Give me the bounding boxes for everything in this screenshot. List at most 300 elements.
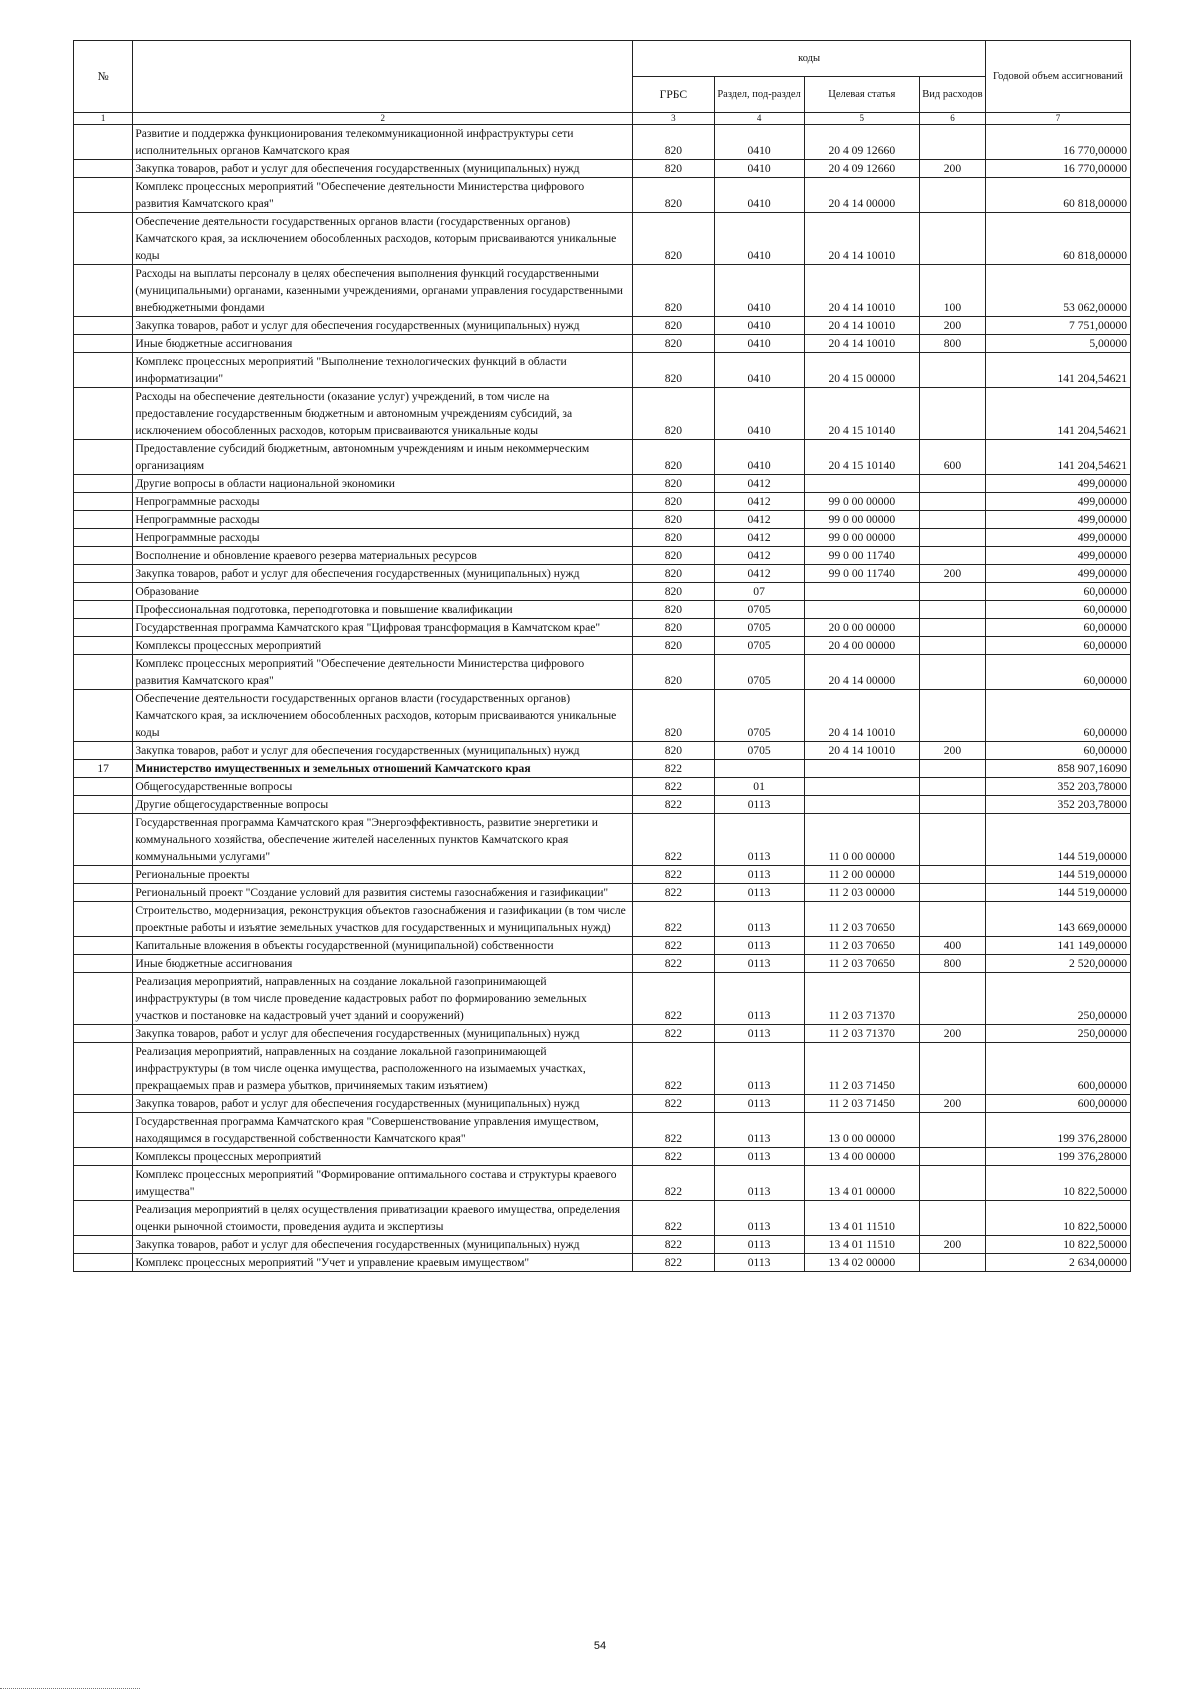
table-row [74,690,1131,742]
cell-number [74,902,133,937]
cell-number [74,178,133,213]
cell-number [74,937,133,955]
cell-number [74,1043,133,1095]
cell-section: 0412 [714,547,804,565]
table-row [74,1236,1131,1254]
cell-section [714,760,804,778]
cell-expense-type [919,1166,985,1201]
cell-number [74,1166,133,1201]
cell-target: 20 0 00 00000 [804,619,919,637]
table-row [74,493,1131,511]
cell-name: Другие вопросы в области национальной экономики [133,475,633,493]
cell-name: Министерство имущественных и земельных отношений Камчатского края [133,760,633,778]
cell-name: Обеспечение деятельности государственных органов власти (государственных органов) Камчатского края, за исключением обособленных расходов, которым присваиваются уникальные коды [133,213,633,265]
cell-amount: 10 822,50000 [985,1201,1130,1236]
cell-number [74,160,133,178]
cell-number [74,213,133,265]
cell-number [74,547,133,565]
cell-amount: 499,00000 [985,529,1130,547]
cell-name: Строительство, модернизация, реконструкция объектов газоснабжения и газификации (в том числе проектные работы и изъятие земельных участков для государственных и муниципальных нужд) [133,902,633,937]
cell-name: Расходы на обеспечение деятельности (оказание услуг) учреждений, в том числе на предоставление государственным бюджетным и автономным учреждениям субсидий, за исключением обособленных расходов, которым присваиваются уникальные коды [133,388,633,440]
cell-number [74,619,133,637]
table-row [74,583,1131,601]
cell-section: 0412 [714,529,804,547]
table-row [74,440,1131,475]
cell-section: 0113 [714,1113,804,1148]
header-index: 1 [74,113,133,125]
cell-number [74,690,133,742]
cell-section: 0113 [714,1043,804,1095]
cell-number [74,655,133,690]
cell-grbs: 822 [633,973,714,1025]
cell-expense-type [919,690,985,742]
cell-amount: 352 203,78000 [985,796,1130,814]
cell-number [74,1254,133,1272]
cell-name: Комплекс процессных мероприятий "Выполнение технологических функций в области информатизации" [133,353,633,388]
table-row [74,160,1131,178]
cell-name: Закупка товаров, работ и услуг для обеспечения государственных (муниципальных) нужд [133,317,633,335]
table-row [74,1025,1131,1043]
cell-name: Закупка товаров, работ и услуг для обеспечения государственных (муниципальных) нужд [133,1025,633,1043]
cell-expense-type [919,547,985,565]
cell-section: 0410 [714,440,804,475]
cell-section: 0113 [714,1095,804,1113]
cell-target: 11 2 00 00000 [804,866,919,884]
cell-expense-type: 100 [919,265,985,317]
table-row [74,475,1131,493]
cell-grbs: 820 [633,742,714,760]
header-index: 2 [133,113,633,125]
table-row [74,265,1131,317]
cell-section: 0113 [714,866,804,884]
cell-number [74,1148,133,1166]
cell-amount: 60 818,00000 [985,178,1130,213]
cell-amount: 60 818,00000 [985,213,1130,265]
cell-name: Реализация мероприятий, направленных на создание локальной газопринимающей инфраструктуры (в том числе проведение кадастровых работ по формированию земельных участков и постановке на кадастровый учет зданий и сооружений) [133,973,633,1025]
cell-expense-type [919,529,985,547]
cell-grbs: 820 [633,493,714,511]
cell-expense-type [919,655,985,690]
cell-grbs: 822 [633,955,714,973]
cell-section: 0705 [714,742,804,760]
cell-expense-type: 200 [919,742,985,760]
cell-section: 0113 [714,1236,804,1254]
cell-amount: 600,00000 [985,1043,1130,1095]
cell-expense-type [919,178,985,213]
cell-expense-type: 800 [919,955,985,973]
cell-target: 20 4 15 10140 [804,388,919,440]
header-name [133,41,633,113]
cell-section: 0113 [714,1025,804,1043]
header-index: 4 [714,113,804,125]
cell-target: 20 4 15 10140 [804,440,919,475]
cell-grbs: 822 [633,1095,714,1113]
header-section: Раздел, под-раздел [714,77,804,113]
table-row [74,796,1131,814]
header-index: 3 [633,113,714,125]
table-row [74,1201,1131,1236]
cell-section: 0705 [714,690,804,742]
table-row [74,511,1131,529]
cell-grbs: 820 [633,619,714,637]
cell-name: Реализация мероприятий, направленных на создание локальной газопринимающей инфраструктуры (в том числе оценка имущества, расположенного на изымаемых участках, прекращаемых прав и размера убытков, причиняемых таким изъятием) [133,1043,633,1095]
cell-name: Общегосударственные вопросы [133,778,633,796]
cell-number [74,565,133,583]
cell-expense-type [919,1201,985,1236]
table-row [74,637,1131,655]
cell-grbs: 822 [633,814,714,866]
cell-amount: 250,00000 [985,1025,1130,1043]
cell-expense-type [919,760,985,778]
cell-target: 13 4 01 11510 [804,1236,919,1254]
header-index-row [74,113,1131,125]
cell-name: Комплексы процессных мероприятий [133,637,633,655]
budget-table-sheet [73,40,1131,1272]
cell-number [74,1095,133,1113]
cell-section: 0410 [714,388,804,440]
cell-target: 20 4 14 10010 [804,690,919,742]
table-row [74,388,1131,440]
cell-number [74,1201,133,1236]
cell-target: 99 0 00 11740 [804,547,919,565]
cell-target [804,583,919,601]
cell-section: 0410 [714,353,804,388]
cell-expense-type: 600 [919,440,985,475]
table-body [74,125,1131,1272]
cell-section: 0113 [714,884,804,902]
cell-grbs: 820 [633,440,714,475]
cell-expense-type [919,796,985,814]
cell-expense-type: 200 [919,317,985,335]
cell-grbs: 820 [633,583,714,601]
cell-expense-type: 200 [919,160,985,178]
cell-target: 20 4 09 12660 [804,125,919,160]
cell-grbs: 822 [633,1254,714,1272]
cell-target: 20 4 15 00000 [804,353,919,388]
table-row [74,884,1131,902]
cell-amount: 499,00000 [985,547,1130,565]
cell-number [74,265,133,317]
cell-target: 20 4 14 10010 [804,213,919,265]
cell-expense-type [919,353,985,388]
cell-amount: 141 204,54621 [985,440,1130,475]
cell-expense-type [919,1043,985,1095]
cell-expense-type: 200 [919,1095,985,1113]
cell-grbs: 820 [633,265,714,317]
cell-number [74,583,133,601]
cell-expense-type [919,583,985,601]
cell-target [804,475,919,493]
cell-amount: 16 770,00000 [985,125,1130,160]
cell-section: 0705 [714,619,804,637]
cell-grbs: 820 [633,388,714,440]
cell-name: Государственная программа Камчатского края "Энергоэффективность, развитие энергетики и коммунального хозяйства, обеспечение жителей населенных пунктов Камчатского края коммунальными услугами" [133,814,633,866]
cell-amount: 2 634,00000 [985,1254,1130,1272]
cell-section: 0410 [714,317,804,335]
cell-grbs: 822 [633,902,714,937]
cell-amount: 10 822,50000 [985,1236,1130,1254]
cell-expense-type [919,814,985,866]
cell-grbs: 822 [633,937,714,955]
cell-grbs: 822 [633,884,714,902]
cell-amount: 141 204,54621 [985,353,1130,388]
cell-grbs: 822 [633,796,714,814]
table-row [74,1148,1131,1166]
scan-edge-line [0,1688,140,1689]
cell-number [74,637,133,655]
page-number: 54 [593,1640,607,1652]
table-row [74,955,1131,973]
cell-amount: 53 062,00000 [985,265,1130,317]
budget-allocation-table [73,40,1131,1272]
cell-amount: 7 751,00000 [985,317,1130,335]
cell-grbs: 820 [633,125,714,160]
table-row [74,353,1131,388]
table-row [74,814,1131,866]
cell-grbs: 820 [633,213,714,265]
cell-name: Непрограммные расходы [133,493,633,511]
cell-target [804,796,919,814]
cell-target: 20 4 00 00000 [804,637,919,655]
cell-grbs: 820 [633,475,714,493]
cell-section: 0410 [714,265,804,317]
cell-grbs: 822 [633,1201,714,1236]
table-row [74,760,1131,778]
table-row [74,937,1131,955]
cell-name: Комплекс процессных мероприятий "Учет и управление краевым имуществом" [133,1254,633,1272]
cell-grbs: 820 [633,690,714,742]
cell-expense-type [919,475,985,493]
cell-section: 0113 [714,902,804,937]
cell-amount: 10 822,50000 [985,1166,1130,1201]
cell-name: Комплекс процессных мероприятий "Формирование оптимального состава и структуры краевого имущества" [133,1166,633,1201]
table-row [74,778,1131,796]
cell-expense-type [919,1113,985,1148]
cell-amount: 16 770,00000 [985,160,1130,178]
cell-grbs: 820 [633,335,714,353]
cell-name: Комплекс процессных мероприятий "Обеспечение деятельности Министерства цифрового развития Камчатского края" [133,178,633,213]
cell-expense-type: 200 [919,565,985,583]
cell-target: 20 4 14 00000 [804,178,919,213]
cell-expense-type [919,866,985,884]
cell-section: 01 [714,778,804,796]
header-index: 7 [985,113,1130,125]
cell-target: 99 0 00 00000 [804,529,919,547]
header-codes-group: коды [633,41,986,77]
cell-expense-type [919,973,985,1025]
table-row [74,1254,1131,1272]
cell-name: Другие общегосударственные вопросы [133,796,633,814]
cell-target: 11 2 03 70650 [804,955,919,973]
cell-name: Комплексы процессных мероприятий [133,1148,633,1166]
cell-expense-type: 200 [919,1025,985,1043]
cell-grbs: 822 [633,778,714,796]
cell-number [74,601,133,619]
cell-number [74,511,133,529]
cell-number [74,475,133,493]
cell-amount: 141 204,54621 [985,388,1130,440]
cell-section: 0412 [714,493,804,511]
cell-expense-type [919,778,985,796]
cell-amount: 199 376,28000 [985,1113,1130,1148]
cell-grbs: 820 [633,160,714,178]
cell-target: 20 4 14 10010 [804,265,919,317]
cell-name: Расходы на выплаты персоналу в целях обеспечения выполнения функций государственными (муниципальными) органами, казенными учреждениями, органами управления государственными внебюджетными фондами [133,265,633,317]
cell-target: 11 0 00 00000 [804,814,919,866]
table-row [74,213,1131,265]
cell-amount: 858 907,16090 [985,760,1130,778]
cell-amount: 60,00000 [985,655,1130,690]
cell-expense-type [919,884,985,902]
cell-name: Закупка товаров, работ и услуг для обеспечения государственных (муниципальных) нужд [133,565,633,583]
table-row [74,529,1131,547]
cell-grbs: 820 [633,353,714,388]
cell-amount: 60,00000 [985,583,1130,601]
cell-number [74,440,133,475]
cell-grbs: 820 [633,529,714,547]
header-amount: Годовой объем ассигнований [985,41,1130,113]
cell-grbs: 822 [633,1043,714,1095]
cell-expense-type [919,601,985,619]
cell-grbs: 820 [633,178,714,213]
cell-target: 99 0 00 11740 [804,565,919,583]
cell-name: Иные бюджетные ассигнования [133,335,633,353]
table-row [74,1043,1131,1095]
cell-name: Закупка товаров, работ и услуг для обеспечения государственных (муниципальных) нужд [133,1236,633,1254]
cell-amount: 60,00000 [985,637,1130,655]
cell-section: 0705 [714,637,804,655]
cell-target: 11 2 03 71450 [804,1043,919,1095]
cell-amount: 499,00000 [985,493,1130,511]
header-expense-type: Вид расходов [919,77,985,113]
table-row [74,973,1131,1025]
table-row [74,742,1131,760]
cell-target: 20 4 14 10010 [804,742,919,760]
cell-expense-type [919,125,985,160]
cell-target: 13 4 02 00000 [804,1254,919,1272]
cell-expense-type [919,388,985,440]
cell-name: Восполнение и обновление краевого резерва материальных ресурсов [133,547,633,565]
cell-name: Развитие и поддержка функционирования телекоммуникационной инфраструктуры сети исполнительных органов Камчатского края [133,125,633,160]
cell-amount: 499,00000 [985,511,1130,529]
cell-name: Непрограммные расходы [133,529,633,547]
cell-target: 11 2 03 00000 [804,884,919,902]
cell-number [74,1236,133,1254]
table-row [74,619,1131,637]
cell-expense-type: 200 [919,1236,985,1254]
cell-name: Обеспечение деятельности государственных органов власти (государственных органов) Камчатского края, за исключением обособленных расходов, которым присваиваются уникальные коды [133,690,633,742]
table-row [74,866,1131,884]
cell-section: 0412 [714,511,804,529]
table-row [74,547,1131,565]
table-row [74,1166,1131,1201]
cell-target: 11 2 03 70650 [804,937,919,955]
cell-section: 0412 [714,565,804,583]
cell-name: Закупка товаров, работ и услуг для обеспечения государственных (муниципальных) нужд [133,1095,633,1113]
cell-name: Закупка товаров, работ и услуг для обеспечения государственных (муниципальных) нужд [133,742,633,760]
table-row [74,902,1131,937]
cell-amount: 60,00000 [985,742,1130,760]
cell-grbs: 820 [633,655,714,690]
cell-number [74,742,133,760]
cell-target: 13 4 01 11510 [804,1201,919,1236]
cell-section: 0113 [714,796,804,814]
table-header [74,41,1131,125]
cell-expense-type: 800 [919,335,985,353]
cell-target: 99 0 00 00000 [804,493,919,511]
cell-section: 0113 [714,937,804,955]
cell-target [804,778,919,796]
cell-amount: 141 149,00000 [985,937,1130,955]
cell-target: 11 2 03 71370 [804,1025,919,1043]
cell-name: Профессиональная подготовка, переподготовка и повышение квалификации [133,601,633,619]
cell-target: 13 4 00 00000 [804,1148,919,1166]
cell-section: 0113 [714,1254,804,1272]
cell-section: 0705 [714,601,804,619]
cell-name: Образование [133,583,633,601]
cell-name: Иные бюджетные ассигнования [133,955,633,973]
cell-section: 0410 [714,125,804,160]
cell-grbs: 820 [633,565,714,583]
cell-section: 0113 [714,1166,804,1201]
cell-amount: 60,00000 [985,690,1130,742]
cell-number [74,866,133,884]
cell-section: 07 [714,583,804,601]
cell-name: Предоставление субсидий бюджетным, автономным учреждениям и иным некоммерческим организациям [133,440,633,475]
cell-amount: 600,00000 [985,1095,1130,1113]
cell-amount: 144 519,00000 [985,884,1130,902]
cell-amount: 199 376,28000 [985,1148,1130,1166]
cell-target: 99 0 00 00000 [804,511,919,529]
cell-grbs: 822 [633,1025,714,1043]
table-row [74,178,1131,213]
cell-grbs: 820 [633,511,714,529]
cell-grbs: 820 [633,547,714,565]
cell-section: 0113 [714,973,804,1025]
table-row [74,1095,1131,1113]
cell-section: 0113 [714,1148,804,1166]
cell-grbs: 822 [633,760,714,778]
cell-number [74,493,133,511]
table-row [74,125,1131,160]
cell-name: Региональный проект "Создание условий для развития системы газоснабжения и газификации" [133,884,633,902]
cell-number [74,955,133,973]
cell-grbs: 822 [633,866,714,884]
cell-amount: 499,00000 [985,475,1130,493]
cell-expense-type [919,1148,985,1166]
cell-number [74,317,133,335]
cell-expense-type [919,1254,985,1272]
cell-section: 0113 [714,1201,804,1236]
cell-target: 20 4 14 00000 [804,655,919,690]
cell-number [74,388,133,440]
table-row [74,335,1131,353]
cell-target: 11 2 03 71370 [804,973,919,1025]
cell-target: 13 4 01 00000 [804,1166,919,1201]
cell-expense-type [919,902,985,937]
cell-section: 0113 [714,814,804,866]
cell-name: Капитальные вложения в объекты государственной (муниципальной) собственности [133,937,633,955]
header-target: Целевая статья [804,77,919,113]
cell-section: 0705 [714,655,804,690]
header-number: № [74,41,133,113]
cell-number [74,884,133,902]
cell-number [74,1113,133,1148]
cell-grbs: 822 [633,1166,714,1201]
table-row [74,565,1131,583]
cell-number [74,814,133,866]
cell-name: Закупка товаров, работ и услуг для обеспечения государственных (муниципальных) нужд [133,160,633,178]
